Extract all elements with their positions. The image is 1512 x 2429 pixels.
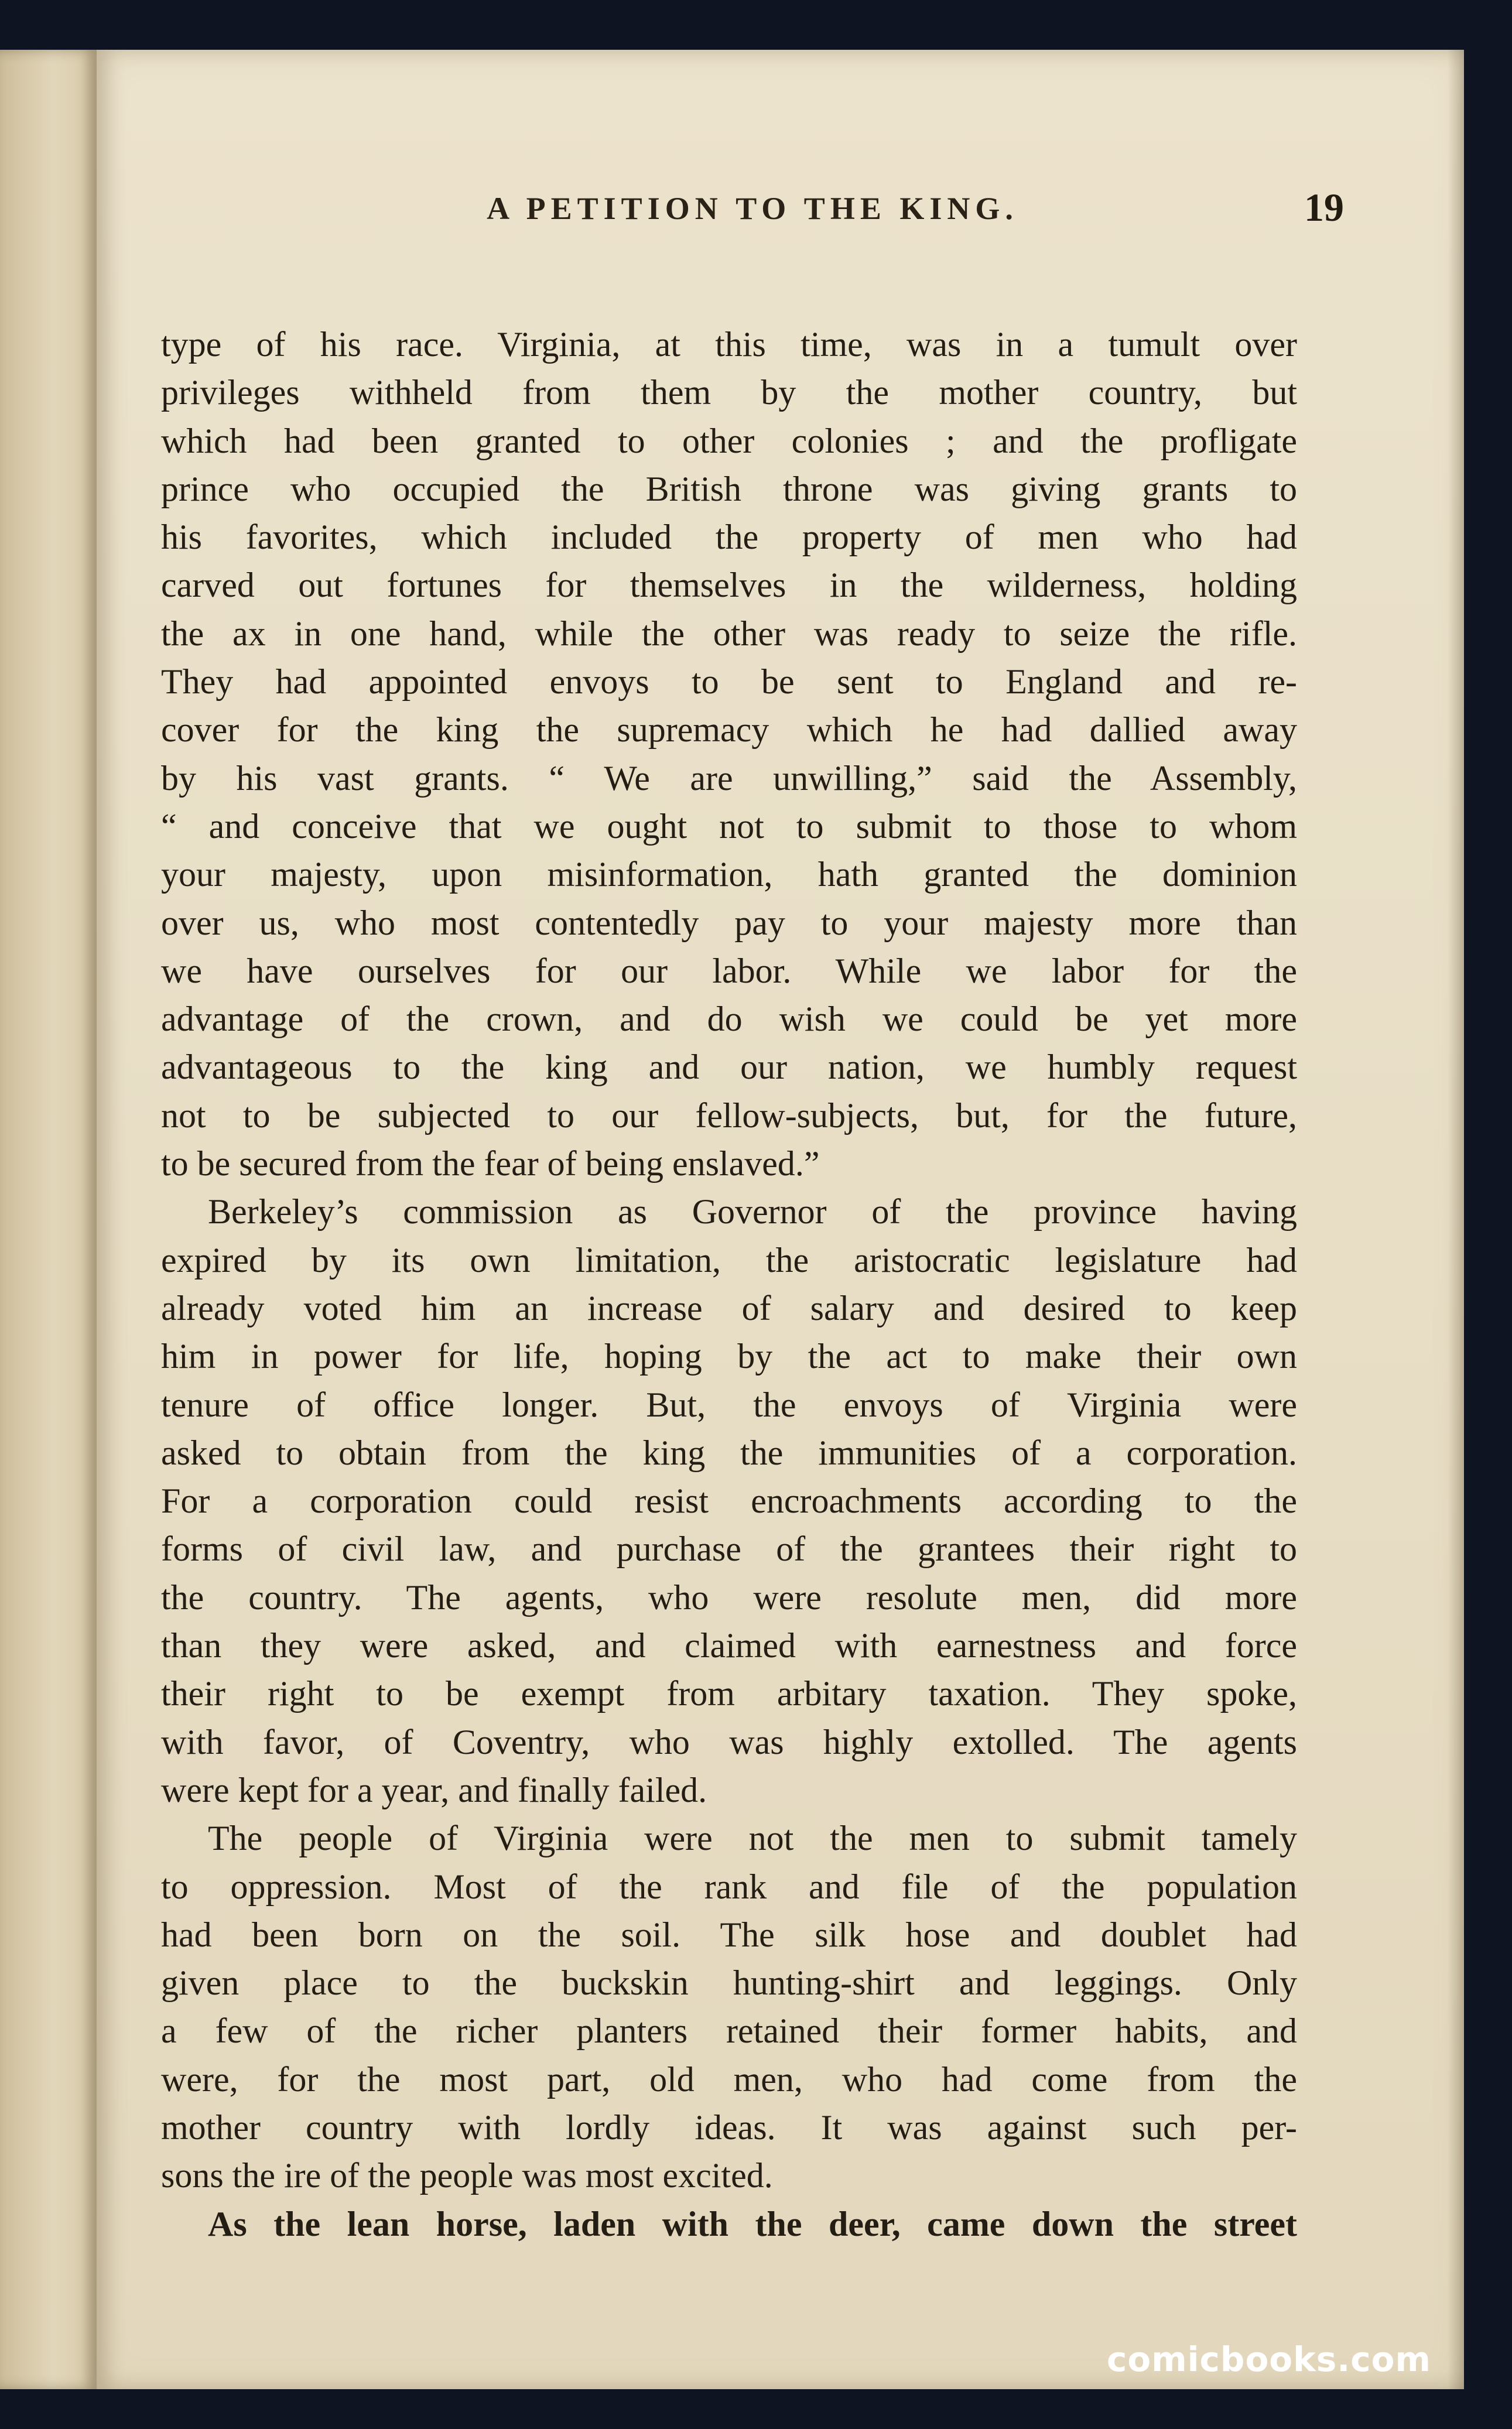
text-line: privileges withheld from them by the mother country, but [161, 373, 1297, 412]
text-line: a few of the richer planters retained their former habits, and [161, 2011, 1297, 2051]
text-line: the ax in one hand, while the other was ready to seize the rifle. [161, 614, 1297, 653]
body-text [161, 320, 1297, 2248]
text-line: As the lean horse, laden with the deer, came down the street [208, 2204, 1297, 2243]
text-line: him in power for life, hoping by the act to make their own [161, 1337, 1297, 1376]
text-line: to be secured from the fear of being enslaved.” [161, 1144, 820, 1183]
text-line: not to be subjected to our fellow-subjects, but, for the future, [161, 1096, 1297, 1135]
text-line: already voted him an increase of salary and desired to keep [161, 1288, 1297, 1328]
text-line: advantageous to the king and our nation, we humbly request [161, 1048, 1297, 1087]
text-line: had been born on the soil. The silk hose and doublet had [161, 1915, 1297, 1954]
text-line: tenure of office longer. But, the envoys of Virginia were [161, 1385, 1297, 1424]
text-line: were, for the most part, old men, who had come from the [161, 2059, 1297, 2099]
text-line: given place to the buckskin hunting-shirt and leggings. Only [161, 1963, 1297, 2003]
text-line: to oppression. Most of the rank and file of the population [161, 1867, 1297, 1906]
book-page [97, 50, 1464, 2389]
text-line: “ and conceive that we ought not to submit to those to whom [161, 806, 1297, 846]
text-line: sons the ire of the people was most excited. [161, 2156, 773, 2195]
text-line: For a corporation could resist encroachments according to the [161, 1482, 1297, 1521]
text-line: their right to be exempt from arbitary taxation. They spoke, [161, 1674, 1297, 1713]
text-line: over us, who most contentedly pay to your majesty more than [161, 903, 1297, 942]
running-head [161, 185, 1344, 255]
text-line: were kept for a year, and finally failed. [161, 1770, 707, 1809]
text-line: we have ourselves for our labor. While we labor for the [161, 951, 1297, 990]
left-page-edge [0, 50, 97, 2389]
text-line: prince who occupied the British throne was giving grants to [161, 469, 1297, 508]
page-number: 19 [1304, 185, 1344, 230]
text-line: The people of Virginia were not the men to submit tamely [208, 1819, 1297, 1858]
text-line: carved out fortunes for themselves in the wilderness, holding [161, 566, 1297, 605]
text-line: Berkeley’s commission as Governor of the province having [208, 1192, 1297, 1231]
text-line: cover for the king the supremacy which he had dallied away [161, 710, 1297, 750]
text-line: the country. The agents, who were resolute men, did more [161, 1578, 1297, 1617]
text-line: which had been granted to other colonies ; and the profligate [161, 421, 1297, 460]
text-line: asked to obtain from the king the immunities of a corporation. [161, 1433, 1297, 1472]
text-line: his favorites, which included the property of men who had [161, 518, 1297, 557]
text-line: mother country with lordly ideas. It was against such per- [161, 2108, 1297, 2147]
text-line: expired by its own limitation, the aristocratic legislature had [161, 1240, 1297, 1279]
page-shadow [1448, 50, 1464, 2389]
text-line: advantage of the crown, and do wish we could be yet more [161, 1000, 1297, 1039]
text-line: by his vast grants. “ We are unwilling,” said the Assembly, [161, 758, 1297, 798]
watermark: comicbooks.com [1107, 2339, 1431, 2379]
running-title: A PETITION TO THE KING. [487, 191, 1018, 226]
text-line: than they were asked, and claimed with earnestness and force [161, 1626, 1297, 1665]
text-line: type of his race. Virginia, at this time, was in a tumult over [161, 325, 1297, 364]
text-line: forms of civil law, and purchase of the grantees their right to [161, 1530, 1297, 1569]
text-line: They had appointed envoys to be sent to England and re- [161, 662, 1297, 702]
text-line: with favor, of Coventry, who was highly extolled. The agents [161, 1722, 1297, 1761]
text-line: your majesty, upon misinformation, hath granted the dominion [161, 855, 1297, 894]
